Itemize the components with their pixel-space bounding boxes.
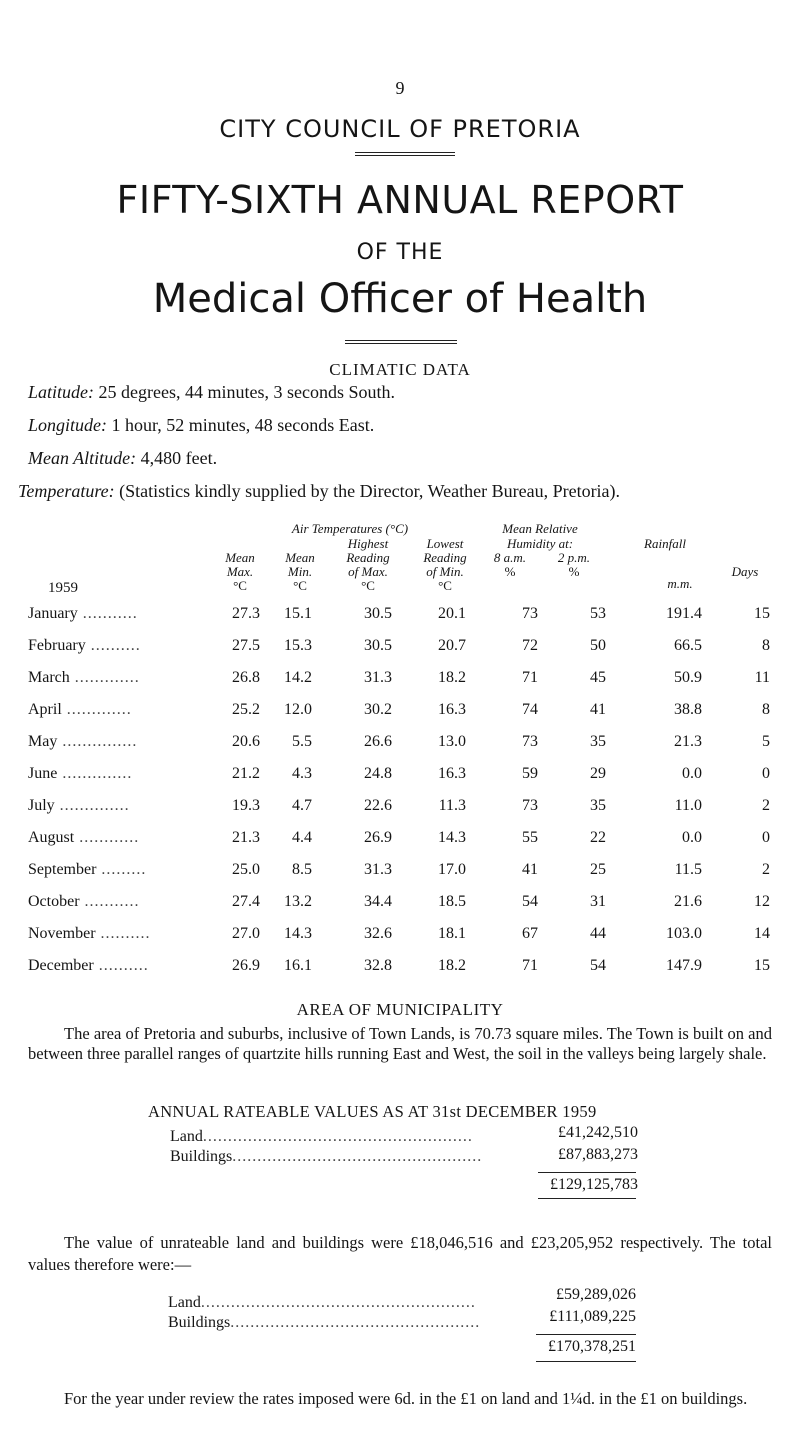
mean-max-cell: 27.0 [232,925,260,942]
longitude-label: Longitude: [28,415,107,435]
lowest-reading-cell: 14.3 [438,829,466,846]
latitude-line [28,382,395,403]
humidity-2pm-cell: 41 [590,701,606,718]
temperature-value: (Statistics kindly supplied by the Director, Weather Bureau, Pretoria). [119,481,621,501]
lowest-reading-header: Lowest Reading of Min. °C [423,536,467,593]
rainfall-days-cell: 15 [754,957,770,974]
humidity-2pm-cell: 53 [590,605,606,622]
lowest-reading-cell: 18.5 [438,893,466,910]
mean-max-cell: 20.6 [232,733,260,750]
sum-rule [538,1172,636,1173]
lowest-reading-cell: 20.1 [438,605,466,622]
sum-rule [536,1361,636,1362]
table-row-month: February .......... [28,637,141,654]
humidity-8am-cell: 73 [522,733,538,750]
table-row-month: July .............. [28,797,130,814]
report-subtitle: Medical Officer of Health [152,276,648,322]
highest-reading-cell: 24.8 [364,765,392,782]
mean-max-cell: 26.9 [232,957,260,974]
altitude-line [28,448,217,469]
humidity-8am-cell: 73 [522,797,538,814]
rainfall-mm-cell: 21.6 [674,893,702,910]
humidity-2pm-cell: 45 [590,669,606,686]
table-row-month: April ............. [28,701,132,718]
humidity-8am-cell: 55 [522,829,538,846]
rainfall-mm-cell: 11.0 [674,797,702,814]
humidity-header-line1: Mean Relative [502,521,578,536]
lowest-reading-cell: 18.1 [438,925,466,942]
mean-min-header: Mean Min. °C [285,550,315,593]
temperature-label: Temperature: [18,481,115,501]
humidity-8am-cell: 71 [522,957,538,974]
sum-rule [538,1198,636,1199]
report-title-of-the: OF THE [356,240,444,265]
rainfall-mm-cell: 66.5 [674,637,702,654]
lowest-reading-cell: 18.2 [438,957,466,974]
area-heading: AREA OF MUNICIPALITY [296,1000,504,1019]
grand-total: £170,378,251 [548,1338,636,1355]
humidity-2pm-cell: 31 [590,893,606,910]
humidity-8am-cell: 72 [522,637,538,654]
table-row-month: October ........... [28,893,140,910]
highest-reading-cell: 32.8 [364,957,392,974]
mean-max-cell: 21.3 [232,829,260,846]
mean-max-cell: 21.2 [232,765,260,782]
latitude-value: 25 degrees, 44 minutes, 3 seconds South. [98,382,395,402]
humidity-8am-cell: 67 [522,925,538,942]
mean-max-cell: 27.5 [232,637,260,654]
mean-min-cell: 14.3 [284,925,312,942]
temperature-line [18,481,620,502]
total-land-label: Land....................................................... [168,1294,476,1311]
humidity-2pm-cell: 25 [590,861,606,878]
table-row-month: December .......... [28,957,149,974]
total-land-value: £59,289,026 [556,1286,636,1303]
highest-reading-cell: 26.6 [364,733,392,750]
mean-max-cell: 25.2 [232,701,260,718]
humidity-8am-cell: 59 [522,765,538,782]
humidity-8am-cell: 54 [522,893,538,910]
rainfall-days-cell: 2 [762,861,770,878]
altitude-label: Mean Altitude: [28,448,137,468]
rainfall-mm-cell: 0.0 [682,765,702,782]
rainfall-days-cell: 8 [762,701,770,718]
humidity-8am-cell: 71 [522,669,538,686]
lowest-reading-cell: 18.2 [438,669,466,686]
highest-reading-cell: 31.3 [364,669,392,686]
highest-reading-cell: 30.5 [364,637,392,654]
rainfall-days-cell: 0 [762,829,770,846]
humidity-2pm-cell: 50 [590,637,606,654]
table-row-month: March ............. [28,669,140,686]
rainfall-days-cell: 11 [754,669,770,686]
lowest-reading-cell: 17.0 [438,861,466,878]
rainfall-header: Rainfall [644,536,686,551]
divider [355,155,455,156]
year-label: 1959 [48,580,78,596]
rainfall-mm-cell: 11.5 [674,861,702,878]
longitude-line [28,415,374,436]
mean-min-cell: 8.5 [292,861,312,878]
mean-min-cell: 16.1 [284,957,312,974]
rainfall-days-cell: 14 [754,925,770,942]
humidity-8am-cell: 73 [522,605,538,622]
mean-min-cell: 4.3 [292,765,312,782]
rainfall-days-cell: 15 [754,605,770,622]
rainfall-days-cell: 2 [762,797,770,814]
total-buildings-value: £111,089,225 [549,1308,636,1325]
table-row-month: September ......... [28,861,147,878]
page-number: 9 [395,78,405,98]
table-row-month: May ............... [28,733,138,750]
rainfall-mm-cell: 191.4 [666,605,702,622]
mean-max-cell: 27.4 [232,893,260,910]
rainfall-mm-cell: 50.9 [674,669,702,686]
lowest-reading-cell: 11.3 [438,797,466,814]
table-row-month: August ............ [28,829,140,846]
humidity-2pm-cell: 22 [590,829,606,846]
highest-reading-cell: 22.6 [364,797,392,814]
divider [355,152,455,153]
lowest-reading-cell: 13.0 [438,733,466,750]
council-name: CITY COUNCIL OF PRETORIA [219,115,581,143]
altitude-value: 4,480 feet. [140,448,218,468]
mean-min-cell: 13.2 [284,893,312,910]
mean-min-cell: 15.3 [284,637,312,654]
rainfall-mm-cell: 21.3 [674,733,702,750]
rainfall-days-cell: 8 [762,637,770,654]
humidity-8am-cell: 74 [522,701,538,718]
mean-min-cell: 14.2 [284,669,312,686]
humidity-2pm-cell: 44 [590,925,606,942]
rainfall-mm-header: m.m. [667,576,693,591]
mean-max-cell: 19.3 [232,797,260,814]
air-temperatures-header: Air Temperatures (°C) [291,521,409,536]
highest-reading-cell: 26.9 [364,829,392,846]
mean-min-cell: 4.4 [292,829,312,846]
unrateable-paragraph: The value of unrateable land and buildings were £18,046,516 and £23,205,952 respectively. The total values therefore were:— [28,1233,772,1274]
rates-paragraph: For the year under review the rates imposed were 6d. in the £1 on land and 1¼d. in the £1 on buildings. [64,1389,748,1408]
rateable-land-value: £41,242,510 [558,1124,638,1141]
rainfall-mm-cell: 103.0 [666,925,702,942]
table-row-month: January ........... [28,605,138,622]
rateable-buildings-label: Buildings.................................................. [170,1148,483,1165]
humidity-8am-header: 8 a.m. % [493,550,527,579]
highest-reading-header: Highest Reading of Max. °C [346,536,390,593]
rateable-land-label: Land...................................................... [170,1128,473,1145]
highest-reading-cell: 34.4 [364,893,392,910]
rainfall-days-header: Days [731,564,759,579]
table-row-month: June .............. [28,765,133,782]
highest-reading-cell: 31.3 [364,861,392,878]
mean-max-header: Mean Max. °C [225,550,255,593]
humidity-2pm-header: 2 p.m. % [557,550,591,579]
rainfall-mm-cell: 147.9 [666,957,702,974]
rainfall-days-cell: 12 [754,893,770,910]
highest-reading-cell: 32.6 [364,925,392,942]
rainfall-days-cell: 5 [762,733,770,750]
total-buildings-label: Buildings.................................................. [168,1314,481,1331]
rainfall-days-cell: 0 [762,765,770,782]
mean-max-cell: 27.3 [232,605,260,622]
lowest-reading-cell: 16.3 [438,765,466,782]
highest-reading-cell: 30.2 [364,701,392,718]
rainfall-mm-cell: 38.8 [674,701,702,718]
humidity-2pm-cell: 35 [590,797,606,814]
mean-max-cell: 25.0 [232,861,260,878]
humidity-2pm-cell: 29 [590,765,606,782]
mean-max-cell: 26.8 [232,669,260,686]
rateable-total: £129,125,783 [550,1176,638,1193]
humidity-2pm-cell: 54 [590,957,606,974]
divider [345,343,457,344]
humidity-header-line2: Humidity at: [506,536,574,551]
mean-min-cell: 4.7 [292,797,312,814]
longitude-value: 1 hour, 52 minutes, 48 seconds East. [111,415,375,435]
highest-reading-cell: 30.5 [364,605,392,622]
rateable-buildings-value: £87,883,273 [558,1146,638,1163]
humidity-8am-cell: 41 [522,861,538,878]
climatic-data-heading: CLIMATIC DATA [329,360,471,379]
area-paragraph: The area of Pretoria and suburbs, inclusive of Town Lands, is 70.73 square miles. The Town is built on and between three parallel ranges of quartzite hills running East and West, the soil in the valleys being largely shale. [28,1024,772,1063]
mean-min-cell: 5.5 [292,733,312,750]
rateable-heading: ANNUAL RATEABLE VALUES AS AT 31st DECEMBER 1959 [148,1102,597,1121]
table-row-month: November .......... [28,925,151,942]
mean-min-cell: 12.0 [284,701,312,718]
divider [345,340,457,341]
lowest-reading-cell: 20.7 [438,637,466,654]
report-title: FIFTY-SIXTH ANNUAL REPORT [116,178,684,222]
latitude-label: Latitude: [28,382,94,402]
sum-rule [536,1334,636,1335]
rainfall-mm-cell: 0.0 [682,829,702,846]
mean-min-cell: 15.1 [284,605,312,622]
lowest-reading-cell: 16.3 [438,701,466,718]
humidity-2pm-cell: 35 [590,733,606,750]
